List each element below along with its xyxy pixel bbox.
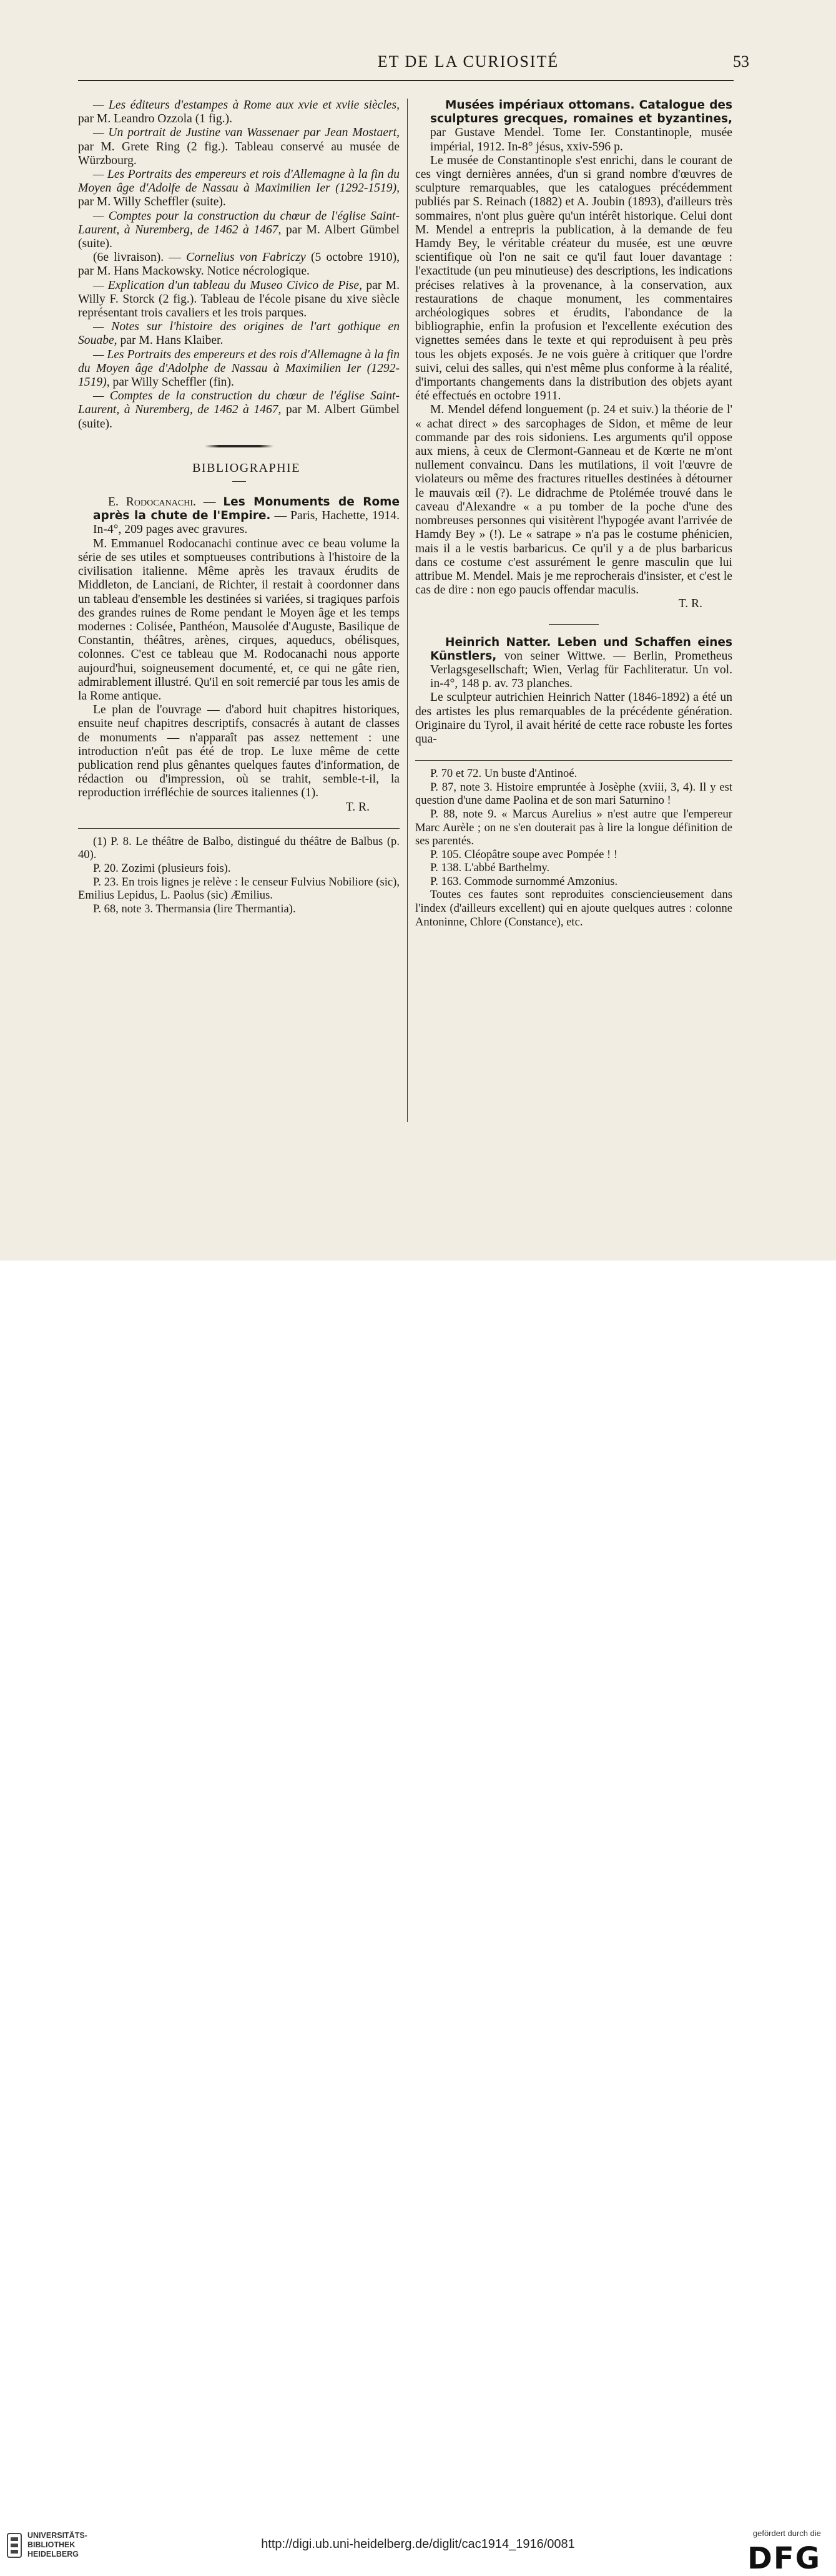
footnote: P. 138. L'abbé Barthelmy. — [430, 861, 550, 875]
book-heading: Musées impériaux ottomans. Catalogue des sculptures grecques, romaines et byzantines, par Gustave Mendel. Tome Ier. Constantinople, musée impérial, 1912. In-8° jésus, xxiv-596 p. — [430, 99, 732, 154]
ornamental-rule — [205, 445, 273, 447]
review-paragraph: Le musée de Constantinople s'est enrichi, dans le courant de ces vingt dernières années, d'un si grand nombre d'œuvres de sculpture remarquables, que les catalogues précédemment publiés par S. Reinach (1882) et A. Joubin (1893), d'ailleurs très sommaires, n'ont plus guère qu'un intérêt historique. Celui dont M. Mendel a entrepris la publication, à la demande de feu Hamdy Bey, le véritable créateur du musée, est une œuvre scientifique où l'on ne sait ce qu'il faut louer davantage : l'exactitude (un peu minutieuse) des descriptions, les indications précises relatives à la provenance, à la conservation, aux restaurations de chaque monument, les commentaires archéologiques sobres et érudits, l'abondance de la bibliographie, enfin la profusion et l'excellente exécution des vignettes semées dans le texte et qui reproduisent à peu près tous les objets exposés. Je ne vois guère à critiquer que l'ordre suivi, celui des salles, qui n'est même plus conforme à la réalité, d'importants changements dans la distribution des objets ayant été effectués en octobre 1911. — [415, 154, 732, 403]
review-paragraph: Le plan de l'ouvrage — d'abord huit chapitres historiques, ensuite neuf chapitres descriptifs, consacrés à autant de classes de monuments — n'apparaît pas assez nettement : une introduction n'eût pas été de trop. Le luxe même de cette publication rend plus gênantes quelques fautes d'information, de rédaction ou d'impression, où se trahit, semble-t-il, la reproduction irréfléchie de sources italiennes (1). — [78, 703, 400, 800]
right-column — [415, 99, 732, 929]
review-paragraph: M. Emmanuel Rodocanachi continue avec ce beau volume la série de ses utiles et somptueuses contributions à l'histoire de la civilisation italienne. Même après les travaux érudits de Middleton, de Lanciani, de Richter, il restait à coordonner dans un tableau d'ensemble les destinées si variées, si tragiques parfois des grandes ruines de Rome pendant le Moyen âge et les temps modernes : Colisée, Panthéon, Mausolée d'Auguste, Basilique de Constantin, théâtres, arènes, cirques, aqueducs, obélisques, colonnes. C'est ce tableau que M. Rodocanachi nous apporte aujourd'hui, soigneusement documenté, et, ce qui ne gâte rien, admirablement illustré. Qu'il en soit remercié par tous les amis de la Rome antique. — [78, 537, 400, 703]
list-item: — Les éditeurs d'estampes à Rome aux xvie et xviie siècles, par M. Leandro Ozzola (1 fig.). — [78, 99, 400, 126]
dfg-logo: DFG — [747, 2541, 821, 2576]
list-item: — Les Portraits des empereurs et des rois d'Allemagne à la fin du Moyen âge d'Adolphe de Nassau à Maximilien Ier (1292-1519), par Willy Scheffler (fin). — [78, 348, 400, 389]
review-paragraph: M. Mendel défend longuement (p. 24 et suiv.) la théorie de l' « achat direct » des sarcophages de Sidon, et même de leur commande par des rois sidoniens. Les arguments qu'il oppose aux miens, à ceux de Clermont-Ganneau et de Kœrte ne m'ont nullement convaincu. Dans les mutilations, il voit l'œuvre de violateurs ou même des fractures rituelles destinées à détourner le mauvais œil (?). Le didrachme de Ptolémée trouvé dans le caveau d'Alexandre « a pu tomber de la poche d'une des nombreuses personnes qui visitèrent l'hypogée avant l'arrivée de Hamdy Bey » (!). Le « satrape » n'a pas le costume phénicien, mais il a le vestis barbaricus. Ce qu'il y a de plus barbaricus dans ce costume c'est assurément le genre masculin que lui attribue M. Mendel. Mais je me reprocherais d'insister, et c'est le cas de dire : non ego paucis offendar maculis. — [415, 403, 732, 597]
viewer-footer — [0, 1261, 836, 2576]
scanned-page — [0, 0, 836, 1261]
footnote: P. 20. Zozimi (plusieurs fois). — [93, 861, 231, 875]
separator-rule — [549, 624, 599, 625]
library-name: UNIVERSITÄTS- BIBLIOTHEK HEIDELBERG — [27, 2531, 87, 2559]
footnote: P. 88, note 9. « Marcus Aurelius » n'est autre que l'empereur Marc Aurèle ; on ne s'en douterait pas à lire la longue définition de ses parentés. — [415, 807, 732, 848]
footnote: (1) P. 8. Le théâtre de Balbo, distingué du théâtre de Balbus (p. 40). — [78, 834, 400, 862]
footnote: P. 87, note 3. Histoire empruntée à Josèphe (xviii, 3, 4). Il y est question d'une dame Paolina et de son mari Saturnino ! — [415, 780, 732, 807]
footnote: P. 105. Cléopâtre soupe avec Pompée ! ! — [430, 847, 618, 861]
list-item: — Comptes pour la construction du chœur de l'église Saint-Laurent, à Nuremberg, de 1462 à 1467, par M. Albert Gümbel (suite). — [78, 209, 400, 251]
list-item: — Un portrait de Justine van Wassenaer par Jean Mostaert, par M. Grete Ring (2 fig.). Tableau conservé au musée de Würzbourg. — [78, 126, 400, 167]
footnote: P. 68, note 3. Thermansia (lire Thermantia). — [93, 902, 296, 915]
review-signature: T. R. — [678, 597, 702, 611]
review-signature: T. R. — [345, 800, 370, 814]
section-title: BIBLIOGRAPHIE — [192, 461, 300, 475]
book-heading: E. Rodocanachi. — Les Monuments de Rome après la chute de l'Empire. — Paris, Hachette, 1914. In-4°, 209 pages avec gravures. — [93, 495, 400, 537]
header-rule — [78, 80, 734, 81]
list-item: — Notes sur l'histoire des origines de l'art gothique en Souabe, par M. Hans Klaiber. — [78, 320, 400, 348]
review-paragraph: Le sculpteur autrichien Heinrich Natter (1846-1892) a été un des artistes les plus remarquables de la précédente génération. Originaire du Tyrol, il avait hérité de cette race robuste les fortes qua- — [415, 691, 732, 746]
footnote: Toutes ces fautes sont reproduites consciencieusement dans l'index (d'ailleurs excellent) qui en ajoute quelques autres : colonne Antoninne, Chlore (Constance), etc. — [415, 888, 732, 929]
left-column — [78, 99, 400, 915]
running-head: ET DE LA CURIOSITÉ — [377, 52, 559, 71]
book-heading: Heinrich Natter. Leben und Schaffen eines Künstlers, von seiner Wittwe. — Berlin, Prometheus Verlagsgesellschaft; Wien, Verlag für Fachliteratur. Un vol. in-4°, 148 p. av. 73 planches. — [430, 635, 732, 691]
list-item: — Explication d'un tableau du Museo Civico de Pise, par M. Willy F. Storck (2 fig.). Tableau de l'école pisane du xive siècle représentant trois cavaliers et les trois parques. — [78, 278, 400, 320]
list-item: — Comptes de la construction du chœur de l'église Saint-Laurent, à Nuremberg, de 1462 à 1467, par M. Albert Gümbel (suite). — [78, 389, 400, 431]
footnote: P. 70 et 72. Un buste d'Antinoé. — [430, 767, 578, 781]
footnote-rule — [78, 828, 400, 829]
sponsor-label: gefördert durch die — [752, 2529, 821, 2538]
list-item: (6e livraison). — Cornelius von Fabriczy (5 octobre 1910), par M. Hans Mackowsky. Notice nécrologique. — [78, 251, 400, 278]
footnote: P. 163. Commode surnommé Amzonius. — [430, 874, 618, 888]
title-dash — [232, 481, 246, 482]
column-divider — [407, 99, 408, 1122]
footnote-rule — [415, 760, 732, 761]
page-number: 53 — [733, 52, 749, 71]
permalink[interactable]: http://digi.ub.uni-heidelberg.de/diglit/cac1914_1916/0081 — [261, 2537, 575, 2551]
list-item: — Les Portraits des empereurs et rois d'Allemagne à la fin du Moyen âge d'Adolfe de Nassau à Maximilien Ier (1292-1519), par M. Willy Scheffler (suite). — [78, 168, 400, 209]
footnote: P. 23. En trois lignes je relève : le censeur Fulvius Nobiliore (sic), Emilius Lepidus, L. Paolus (sic) Æmilius. — [78, 875, 400, 902]
